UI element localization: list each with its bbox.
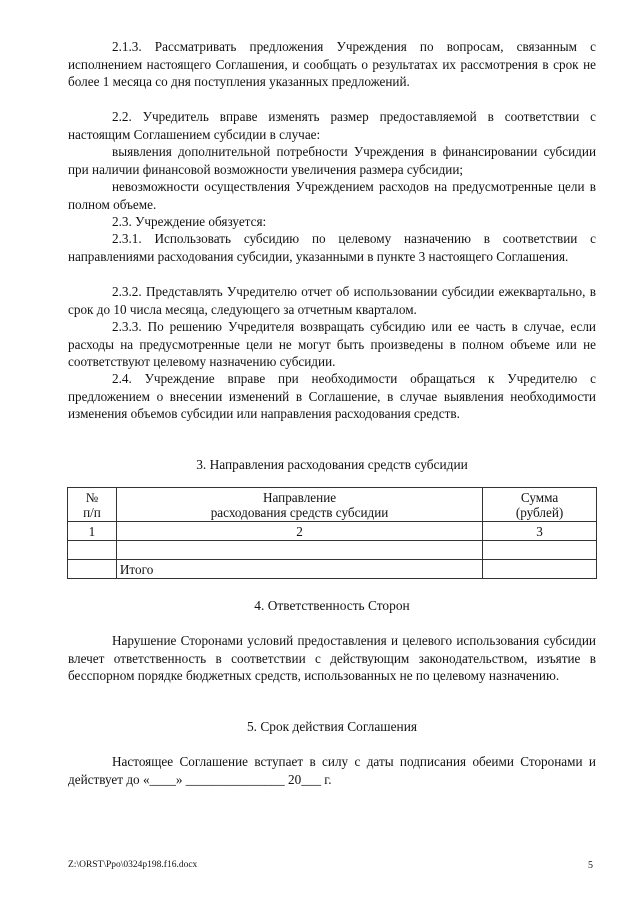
header-sum-cell xyxy=(483,488,597,522)
section-5-text: Настоящее Соглашение вступает в силу с даты подписания обеими Сторонами и действует до «____» _______________ 20___ г. xyxy=(68,754,596,787)
section-5-heading: 5. Срок действия Соглашения xyxy=(246,719,418,734)
table-cell: 1 xyxy=(68,522,117,541)
table-cell xyxy=(483,541,597,560)
clause-2-2-item-a: выявления дополнительной потребности Учреждения в финансировании субсидии при наличии финансовой возможности увеличения размера субсидии; xyxy=(68,144,596,177)
clause-2-3-2: 2.3.2. Представлять Учредителю отчет об использовании субсидии ежеквартально, в срок до 10 числа месяца, следующего за отчетным кварталом. xyxy=(68,284,596,317)
header-sum-line1: Сумма xyxy=(520,490,559,505)
header-direction-line2: расходования средств субсидии xyxy=(210,505,389,520)
table-total-row xyxy=(68,560,597,579)
section-3-heading: 3. Направления расходования средств субсидии xyxy=(196,457,468,472)
clause-2-2-item-b: невозможности осуществления Учреждением расходов на предусмотренные цели в полном объеме. xyxy=(68,179,596,212)
subsidy-table xyxy=(67,487,597,579)
clause-2-3-3: 2.3.3. По решению Учредителя возвращать субсидию или ее часть в случае, если расходы на предусмотренные цели не могут быть произведены в полном объеме или не соответствуют целевому назначению субсидии. xyxy=(68,319,596,370)
section-4-heading: 4. Ответственность Сторон xyxy=(254,598,410,613)
table-cell: 2 xyxy=(116,522,482,541)
header-direction-line1: Направление xyxy=(262,490,337,505)
header-number-line2: п/п xyxy=(83,505,101,520)
clause-2-3-1: 2.3.1. Использовать субсидию по целевому назначению в соответствии с направлениями расходования субсидии, указанными в пункте 3 настоящего Соглашения. xyxy=(68,231,596,264)
table-cell xyxy=(68,560,117,579)
table-cell: 3 xyxy=(483,522,597,541)
table-header-row xyxy=(68,488,597,522)
header-number-line1: № xyxy=(85,490,99,505)
table-row xyxy=(68,541,597,560)
table-row xyxy=(68,522,597,541)
footer-file-path: Z:\ORST\Ppo\0324p198.f16.docx xyxy=(68,860,198,870)
header-sum-line2: (рублей) xyxy=(515,505,564,520)
table-cell xyxy=(68,541,117,560)
clause-2-1-3: 2.1.3. Рассматривать предложения Учреждения по вопросам, связанным с исполнением настоящего Соглашения, и сообщать о результатах их рассмотрения в срок не более 1 месяца со дня поступления указанных предложений. xyxy=(68,39,596,90)
clause-2-4: 2.4. Учреждение вправе при необходимости обращаться к Учредителю с предложением о внесении изменений в Соглашение, в случае выявления необходимости изменения объемов субсидии или направления расходования средств. xyxy=(68,371,596,422)
table-cell xyxy=(116,541,482,560)
total-label-cell: Итого xyxy=(116,560,482,579)
table-cell xyxy=(483,560,597,579)
clause-2-2: 2.2. Учредитель вправе изменять размер предоставляемой в соответствии с настоящим Соглашением субсидии в случае: xyxy=(68,109,596,142)
header-number-cell xyxy=(68,488,117,522)
clause-2-3: 2.3. Учреждение обязуется: xyxy=(112,214,267,229)
page-number: 5 xyxy=(588,860,593,871)
section-4-text: Нарушение Сторонами условий предоставления и целевого использования субсидии влечет ответственность в соответствии с действующим законодательством, изъятие в бесспорном порядке бюджетных средств, использованных не по целевому назначению. xyxy=(68,633,596,684)
header-direction-cell xyxy=(116,488,482,522)
